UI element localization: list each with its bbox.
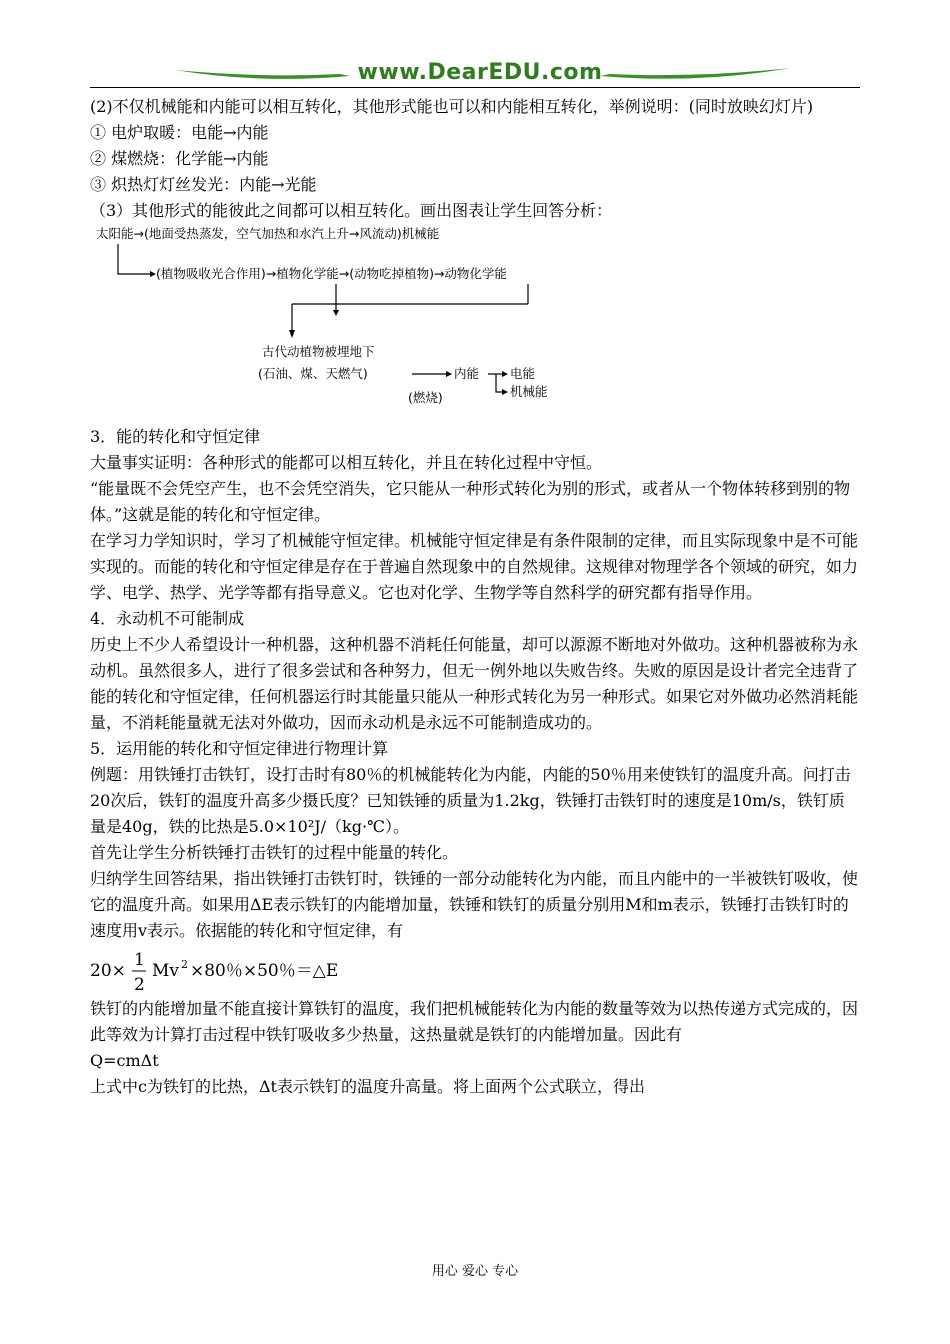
- list-item: ③ 炽热灯灯丝发光：内能→光能: [90, 175, 317, 194]
- energy-flow-diagram: [90, 224, 860, 424]
- diagram-mechanical-energy: 机械能: [510, 384, 548, 399]
- page-header: [90, 58, 870, 88]
- paragraph: 首先让学生分析铁锤打击铁钉的过程中能量的转化。: [90, 843, 459, 862]
- paragraph: 归纳学生回答结果，指出铁锤打击铁钉时，铁锤的一部分动能转化为内能，而且内能中的一半被铁钉吸收，使它的温度升高。如果用ΔE表示铁钉的内能增加量，铁锤和铁钉的质量分别用M和m表示，铁锤打击铁钉时的速度用v表示。依据能的转化和守恒定律，有: [90, 869, 859, 940]
- arrow-head: [333, 310, 339, 316]
- formula-prefix: 20×: [90, 961, 126, 981]
- formula-numerator: 1: [134, 950, 145, 970]
- paragraph: (2)不仅机械能和内能可以相互转化，其他形式能也可以和内能相互转化，举例说明：(同时放映幻灯片): [90, 97, 814, 116]
- section-heading: 4．永动机不可能制成: [90, 609, 245, 628]
- arrow-head: [502, 389, 508, 395]
- paragraph: 大量事实证明：各种形式的能都可以相互转化，并且在转化过程中守恒。: [90, 453, 603, 472]
- diagram-row2: (植物吸收光合作用)→植物化学能→(动物吃掉植物)→动物化学能: [156, 266, 507, 281]
- paragraph: 例题：用铁锤打击铁钉，设打击时有80％的机械能转化为内能，内能的50％用来使铁钉的温度升高。问打击20次后，铁钉的温度升高多少摄氏度？已知铁锤的质量为1.2kg，铁锤打击铁钉时的速度是10m/s，铁钉质量是40g，铁的比热是5.0×10²J/（kg·℃）。: [90, 765, 851, 836]
- header-rule: [90, 87, 860, 88]
- site-logo[interactable]: www.DearEDU.com: [357, 60, 603, 85]
- paragraph: 在学习力学知识时，学习了机械能守恒定律。机械能守恒定律是有条件限制的定律，而且实际现象中是不可能实现的。而能的转化和守恒定律是存在于普遍自然现象中的自然规律。这规律对物理学各个领域的研究，如力学、电学、热学、光学等都有指导意义。它也对化学、生物学等自然科学的研究都有指导作用。: [90, 531, 859, 602]
- document-body: [90, 94, 860, 1100]
- formula-denominator: 2: [134, 975, 145, 995]
- paragraph: “能量既不会凭空产生，也不会凭空消失，它只能从一种形式转化为别的形式，或者从一个物体转移到别的物体。”这就是能的转化和守恒定律。: [90, 479, 851, 524]
- formula-body: Mv: [152, 961, 180, 981]
- section-heading: 3．能的转化和守恒定律: [90, 427, 261, 446]
- formula-superscript: 2: [181, 958, 188, 971]
- section-heading: 5．运用能的转化和守恒定律进行物理计算: [90, 739, 389, 758]
- energy-formula: [90, 944, 860, 996]
- paragraph: 上式中c为铁钉的比热，Δt表示铁钉的温度升高量。将上面两个公式联立，得出: [90, 1077, 645, 1096]
- arrow-head: [502, 371, 508, 377]
- page-footer: 用心 爱心 专心: [431, 1264, 519, 1279]
- connector-line: [496, 374, 504, 392]
- diagram-electric-energy: 电能: [510, 366, 536, 381]
- arrow-head: [289, 330, 295, 338]
- paragraph: 铁钉的内能增加量不能直接计算铁钉的温度，我们把机械能转化为内能的数量等效为以热传递方式完成的，因此等效为计算打击过程中铁钉吸收多少热量，这热量就是铁钉的内能增加量。因此有: [90, 999, 859, 1044]
- arrow-head: [446, 371, 452, 377]
- diagram-fossil-line2: (石油、煤、天燃气): [258, 366, 368, 381]
- diagram-fossil-line1: 古代动植物被埋地下: [262, 344, 375, 359]
- formula-rest: ×80％×50％＝△E: [190, 961, 339, 981]
- paragraph: 历史上不少人希望设计一种机器，这种机器不消耗任何能量，却可以源源不断地对外做功。这种机器被称为永动机。虽然很多人，进行了很多尝试和各种努力，但无一例外地以失败告终。失败的原因是设计者完全违背了能的转化和守恒定律，任何机器运行时其能量只能从一种形式转化为另一种形式。如果它对外做功必然消耗能量，不消耗能量就无法对外做功，因而永动机是永远不可能制造成功的。: [90, 635, 859, 732]
- list-item: ① 电炉取暖：电能→内能: [90, 123, 269, 142]
- list-item: ② 煤燃烧：化学能→内能: [90, 149, 269, 168]
- paragraph: （3）其他形式的能彼此之间都可以相互转化。画出图表让学生回答分析：: [90, 201, 613, 220]
- connector-line: [118, 244, 150, 274]
- diagram-row1: 太阳能→(地面受热蒸发，空气加热和水汽上升→风流动)机械能: [96, 226, 440, 241]
- diagram-burn-label: (燃烧): [408, 390, 443, 405]
- diagram-internal-energy: 内能: [454, 366, 480, 381]
- equation-line: Q=cmΔt: [90, 1051, 159, 1070]
